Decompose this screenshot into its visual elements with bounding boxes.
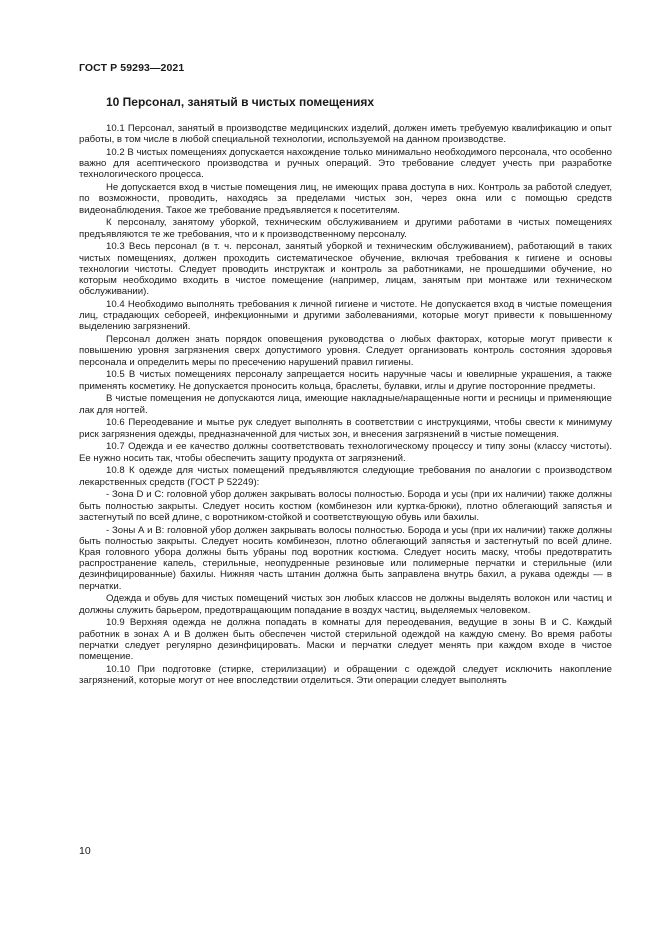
paragraph-10-7: 10.7 Одежда и ее качество должны соответствовать технологическому процессу и типу зоны (классу чистоты). Ее нужно носить так, чтобы обеспечить защиту продукта от загрязнений. bbox=[79, 441, 612, 464]
document-code-header: ГОСТ Р 59293—2021 bbox=[79, 62, 185, 74]
section-title: 10 Персонал, занятый в чистых помещениях bbox=[106, 95, 375, 109]
paragraph-10-4: 10.4 Необходимо выполнять требования к личной гигиене и чистоте. Не допускается вход в чистые помещения лиц, страдающих себореей, инфекционными и другими заболеваниями, которые могут привести к повышенному выделению загрязнений. bbox=[79, 299, 612, 333]
paragraph-10-1: 10.1 Персонал, занятый в производстве медицинских изделий, должен иметь требуемую квалификацию и опыт работы, в том числе в любой специальной технологии, используемой на данном производстве. bbox=[79, 123, 612, 146]
section-body bbox=[79, 123, 612, 688]
list-item-zone-d-c: - Зона D и С: головной убор должен закрывать волосы полностью. Борода и усы (при их наличии) также должны быть полностью закрыты. Следует носить костюм (комбинезон или куртка-брюки), плотно облегающий запястья и застегнутый по всей длине, с воротником-стойкой и соответствующую обувь или бахилы. bbox=[79, 489, 612, 523]
paragraph-10-3: 10.3 Весь персонал (в т. ч. персонал, занятый уборкой и техническим обслуживанием), работающий в таких чистых помещениях, должен проходить систематическое обучение, включая требования к гигиене и основы технологии чистоты. Следует проводить инструктаж и контроль за работниками, не прошедшими обучение, но которым необходимо входить в чистое помещение (например, лицам, занятым при монтаже или техническом обслуживании). bbox=[79, 241, 612, 298]
paragraph-nails: В чистые помещения не допускаются лица, имеющие накладные/наращенные ногти и ресницы и применяющие лак для ногтей. bbox=[79, 393, 612, 416]
paragraph-clothing-barrier: Одежда и обувь для чистых помещений чистых зон любых классов не должны выделять волокон или частиц и должны служить барьером, предотвращающим попадание в воздух частиц, выделяемых человеком. bbox=[79, 593, 612, 616]
paragraph-10-10: 10.10 При подготовке (стирке, стерилизации) и обращении с одеждой следует исключить накопление загрязнений, которые могут от нее впоследствии отделиться. Эти операции следует выполнять bbox=[79, 663, 612, 687]
paragraph-10-9: 10.9 Верхняя одежда не должна попадать в комнаты для переодевания, ведущие в зоны В и С. Каждый работник в зонах А и В должен быть обеспечен чистой стерильной одеждой на каждую смену. Во время работы перчатки следует регулярно дезинфицировать. Маски и перчатки следует менять при каждом входе в чистое помещение. bbox=[79, 617, 612, 663]
paragraph-health-reporting: Персонал должен знать порядок оповещения руководства о любых факторах, которые могут привести к повышению уровня загрязнения сверх допустимого уровня. Следует организовать контроль состояния здоровья персонала и определить меры по пресечению нарушений правил гигиены. bbox=[79, 334, 612, 368]
paragraph-10-5: 10.5 В чистых помещениях персоналу запрещается носить наручные часы и ювелирные украшения, а также применять косметику. Не допускается проносить кольца, браслеты, булавки, иглы и другие посторонние предметы. bbox=[79, 369, 612, 392]
paragraph-maintenance-staff: К персоналу, занятому уборкой, техническим обслуживанием и другими работами в чистых помещениях предъявляются те же требования, что и к производственному персоналу. bbox=[79, 217, 612, 240]
paragraph-10-8: 10.8 К одежде для чистых помещений предъявляются следующие требования по аналогии с производством лекарственных средств (ГОСТ Р 52249): bbox=[79, 465, 612, 488]
list-item-zone-a-b: - Зоны А и В: головной убор должен закрывать волосы полностью. Борода и усы (при их наличии) также должны быть полностью закрыты. Следует носить комбинезон, плотно облегающий запястья и застегнутый по всей длине. Края головного убора должны быть убраны под воротник костюма. Следует носить маску, чтобы предотвратить распространение капель, стерильные, неопудренные резиновые или полимерные перчатки и стерильные (или дезинфицированные) бахилы. Нижняя часть штанин должна быть заправлена внутрь бахил, а рукава одежды — в перчатки. bbox=[79, 524, 612, 592]
paragraph-10-6: 10.6 Переодевание и мытье рук следует выполнять в соответствии с инструкциями, чтобы свести к минимуму риск загрязнения одежды, предназначенной для чистых зон, и внесения загрязнений в чистые помещения. bbox=[79, 417, 612, 440]
page-number: 10 bbox=[79, 845, 91, 857]
paragraph-10-2: 10.2 В чистых помещениях допускается нахождение только минимально необходимого персонала, что особенно важно для асептического производства и ручных операций. Это требование следует учесть при разработке технологического процесса. bbox=[79, 147, 612, 181]
paragraph-access: Не допускается вход в чистые помещения лиц, не имеющих права доступа в них. Контроль за работой следует, по возможности, проводить, находясь за пределами чистых зон, через окна или с помощью средств видеонаблюдения. Такое же требование предъявляется к посетителям. bbox=[79, 182, 612, 216]
